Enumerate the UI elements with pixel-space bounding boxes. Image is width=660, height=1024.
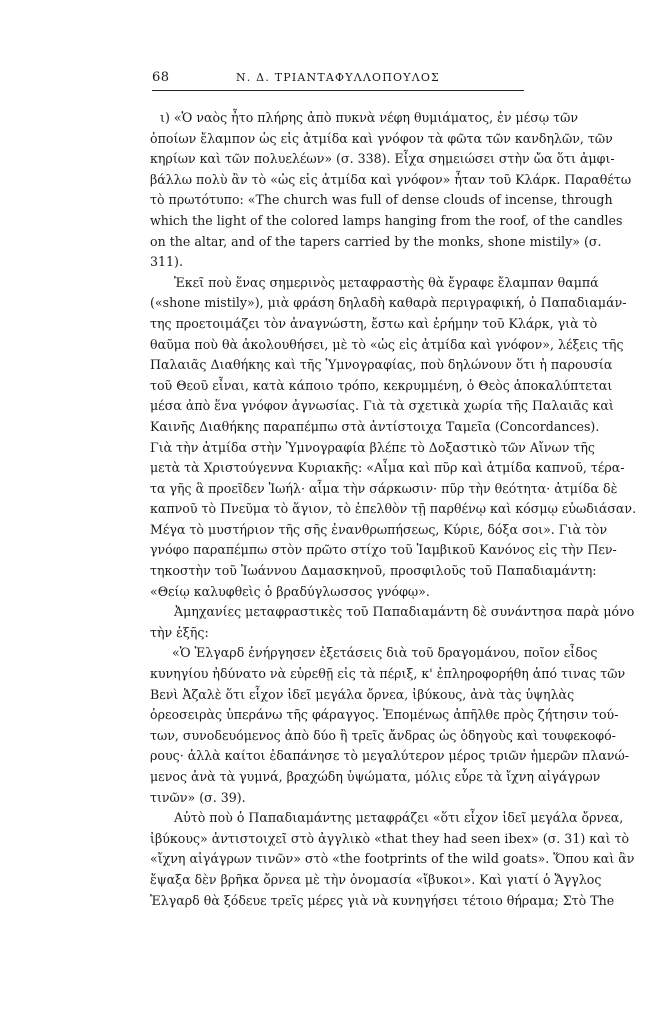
text-line: Βενὶ Ἀζαλὲ ὅτι εἶχον ἰδεῖ μεγάλα ὄρνεα, ἰβύκους, ἀνὰ τὰς ὑψηλὰς (150, 686, 575, 702)
text-line: τοῦ Θεοῦ εἶναι, κατὰ κάποιο τρόπο, κεκρυμμένη, ὁ Θεὸς ἀποκαλύπτεται (150, 377, 613, 393)
text-line: τὸ πρωτότυπο: «The church was full of dense clouds of incense, through (150, 192, 613, 208)
text-line: Ἐκεῖ ποὺ ἕνας σημερινὸς μεταφραστὴς θὰ ἔγραφε ἔλαμπαν θαμπά (174, 274, 599, 290)
page-number: 68 (152, 70, 170, 85)
text-line: καπνοῦ τὸ Πνεῦμα τὸ ἅγιον, τὸ ἐπελθὸν τῇ παρθένῳ καὶ κόσμῳ εὐωδιάσαν. (150, 501, 637, 517)
text-line: τηκοστὴν τοῦ Ἰωάννου Δαμασκηνοῦ, προσφιλοῦς τοῦ Παπαδιαμάντη: (150, 563, 597, 579)
running-head: Ν. Δ. ΤΡΙΑΝΤΑΦΥΛΛΟΠΟΥΛΟΣ (235, 71, 441, 84)
text-line: («shone mistily»), μιὰ φράση δηλαδὴ καθαρὰ περιγραφική, ὁ Παπαδιαμάν- (150, 295, 627, 311)
text-line: «Θείῳ καλυφθεὶς ὁ βραδύγλωσσος γνόφῳ». (150, 583, 430, 599)
text-line: των, συνοδευόμενος ἀπὸ δύο ἢ τρεῖς ἄνδρας ὡς ὁδηγοὺς καὶ τουφεκοφό- (150, 727, 616, 743)
text-line: ι) «Ὁ ναὸς ἦτο πλήρης ἀπὸ πυκνὰ νέφη θυμιάματος, ἐν μέσῳ τῶν (160, 110, 579, 125)
text-line: κυνηγίου ἠδύνατο νὰ εὑρεθῇ εἰς τὰ πέριξ, κ' ἐπληροφορήθη ἀπό τινας τῶν (150, 666, 626, 682)
text-line: θαῦμα ποὺ θὰ ἀκολουθήσει, μὲ τὸ «ὡς εἰς ἀτμίδα καὶ γνόφον», λέξεις τῆς (150, 336, 624, 352)
text-line: ρους· ἀλλὰ καίτοι ἐδαπάνησε τὸ μεγαλύτερον μέρος τριῶν ἡμερῶν πλανώ- (150, 748, 630, 764)
text-line: Ἐλγαρδ θὰ ξόδευε τρεῖς μέρες γιὰ νὰ κυνηγήσει τέτοιο θήραμα; Στὸ The (150, 892, 615, 908)
text-line: ὀρεοσειρὰς ὑπεράνω τῆς φάραγγος. Ἐπομένως ἀπῆλθε πρὸς ζήτησιν τού- (150, 707, 619, 723)
text-line: Ἀμηχανίες μεταφραστικὲς τοῦ Παπαδιαμάντη δὲ συνάντησα παρὰ μόνο (174, 604, 635, 620)
text-line: ὁποίων ἔλαμπον ὡς εἰς ἀτμίδα καὶ γνόφον τὰ φῶτα τῶν κανδηλῶν, τῶν (150, 130, 613, 146)
text-line: Παλαιᾶς Διαθήκης καὶ τῆς Ὑμνογραφίας, ποὺ δηλώνουν ὅτι ἡ παρουσία (150, 357, 613, 373)
text-line: «Ὁ Ἐλγαρδ ἐνήργησεν ἐξετάσεις διὰ τοῦ δραγομάνου, ποῖον εἶδος (172, 645, 598, 661)
text-line: μέσα ἀπὸ ἕνα γνόφον ἀγνωσίας. Γιὰ τὰ σχετικὰ χωρία τῆς Παλαιᾶς καὶ (150, 398, 614, 414)
text-line: μενος ἀνὰ τὰ γυμνά, βραχώδη ὑψώματα, μόλις εὗρε τὰ ἴχνη αἰγάγρων (150, 769, 601, 784)
text-line: τινῶν» (σ. 39). (150, 789, 246, 805)
text-line: «ἴχνη αἰγάγρων τινῶν» στὸ «the footprints of the wild goats». Ὅπου καὶ ἂν (150, 851, 635, 867)
text-line: μετὰ τὰ Χριστούγεννα Κυριακῆς: «Αἷμα καὶ πῦρ καὶ ἀτμίδα καπνοῦ, τέρα- (150, 460, 625, 476)
text-line: 311). (150, 254, 183, 270)
text-line: βάλλω πολὺ ἂν τὸ «ὡς εἰς ἀτμίδα καὶ γνόφον» ἦταν τοῦ Κλάρκ. Παραθέτω (150, 171, 632, 187)
text-line: on the altar, and of the tapers carried by the monks, shone mistily» (σ. (150, 233, 602, 249)
text-line: ἔψαξα δὲν βρῆκα ὄρνεα μὲ τὴν ὀνομασία «ἴβυκοι». Καὶ γιατί ὁ Ἄγγλος (150, 871, 602, 887)
text-line: τα γῆς ἃ προεῖδεν Ἰωήλ· αἷμα τὴν σάρκωσιν· πῦρ τὴν θεότητα· ἀτμίδα δὲ (150, 480, 618, 496)
page-header (152, 70, 524, 91)
text-line: which the light of the colored lamps hanging from the roof, of the candles (150, 212, 623, 228)
text-line: τὴν ἑξῆς: (150, 624, 209, 640)
text-line: Γιὰ τὴν ἀτμίδα στὴν Ὑμνογραφία βλέπε τὸ Δοξαστικὸ τῶν Αἴνων τῆς (150, 439, 595, 455)
text-line: Μέγα τὸ μυστήριον τῆς σῆς ἐνανθρωπήσεως, Κύριε, δόξα σοι». Γιὰ τὸν (150, 521, 608, 537)
text-line: της προετοιμάζει τὸν ἀναγνώστη, ἔστω καὶ ἐρήμην τοῦ Κλάρκ, γιὰ τὸ (150, 315, 598, 331)
text-line: Καινῆς Διαθήκης παραπέμπω στὰ ἀντίστοιχα Ταμεῖα (Concordances). (150, 418, 600, 434)
text-line: Αὐτὸ ποὺ ὁ Παπαδιαμάντης μεταφράζει «ὅτι εἶχον ἰδεῖ μεγάλα ὄρνεα, (174, 810, 624, 826)
text-line: γνόφο παραπέμπω στὸν πρῶτο στίχο τοῦ Ἰαμβικοῦ Κανόνος εἰς τὴν Πεν- (150, 542, 617, 558)
text-line: κηρίων καὶ τῶν πολυελέων» (σ. 338). Εἶχα σημειώσει στὴν ὤα ὅτι ἀμφι- (150, 151, 615, 167)
text-line: ἰβύκους» ἀντιστοιχεῖ στὸ ἀγγλικὸ «that they had seen ibex» (σ. 31) καὶ τὸ (150, 830, 630, 846)
body-text (150, 108, 637, 911)
